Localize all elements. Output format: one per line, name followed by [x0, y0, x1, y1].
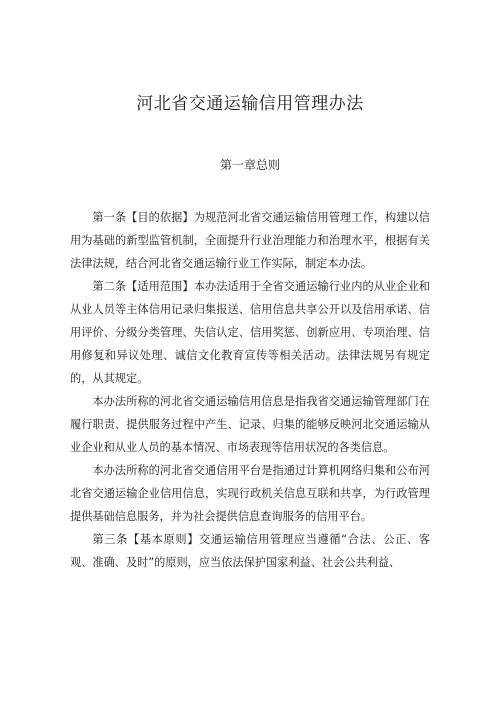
- paragraph-article-3: 第三条【基本原则】交通运输信用管理应当遵循“合法、公正、客观、准确、及时”的原则，应当依法保护国家利益、社会公共利益、: [70, 533, 430, 569]
- chapter-title: 第一章总则: [219, 158, 280, 172]
- document-body: [70, 206, 430, 574]
- paragraph-definition-credit-platform: 本办法所称的河北省交通信用平台是指通过计算机网络归集和公布河北省交通运输企业信用信息，实现行政机关信息互联和共享，为行政管理提供基础信息服务，并为社会提供信息查询服务的信用平台。: [70, 464, 430, 523]
- paragraph-definition-credit-info: 本办法所称的河北省交通运输信用信息是指我省交通运输管理部门在履行职责、提供服务过程中产生、记录、归集的能够反映河北交通运输从业企业和从业人员的基本情况、市场表现等信用状况的各类信息。: [70, 395, 430, 454]
- document-title: 河北省交通运输信用管理办法: [136, 94, 364, 114]
- paragraph-article-1: 第一条【目的依据】为规范河北省交通运输信用管理工作，构建以信用为基础的新型监管机制，全面提升行业治理能力和治理水平，根据有关法律法规，结合河北省交通运输行业工作实际，制定本办法。: [70, 211, 430, 270]
- paragraph-article-2: 第二条【适用范围】本办法适用于全省交通运输行业内的从业企业和从业人员等主体信用记录归集报送、信用信息共享公开以及信用承诺、信用评价、分级分类管理、失信认定、信用奖惩、创新应用、专项治理、信用修复和异议处理、诚信文化教育宣传等相关活动。法律法规另有规定的，从其规定。: [70, 280, 430, 385]
